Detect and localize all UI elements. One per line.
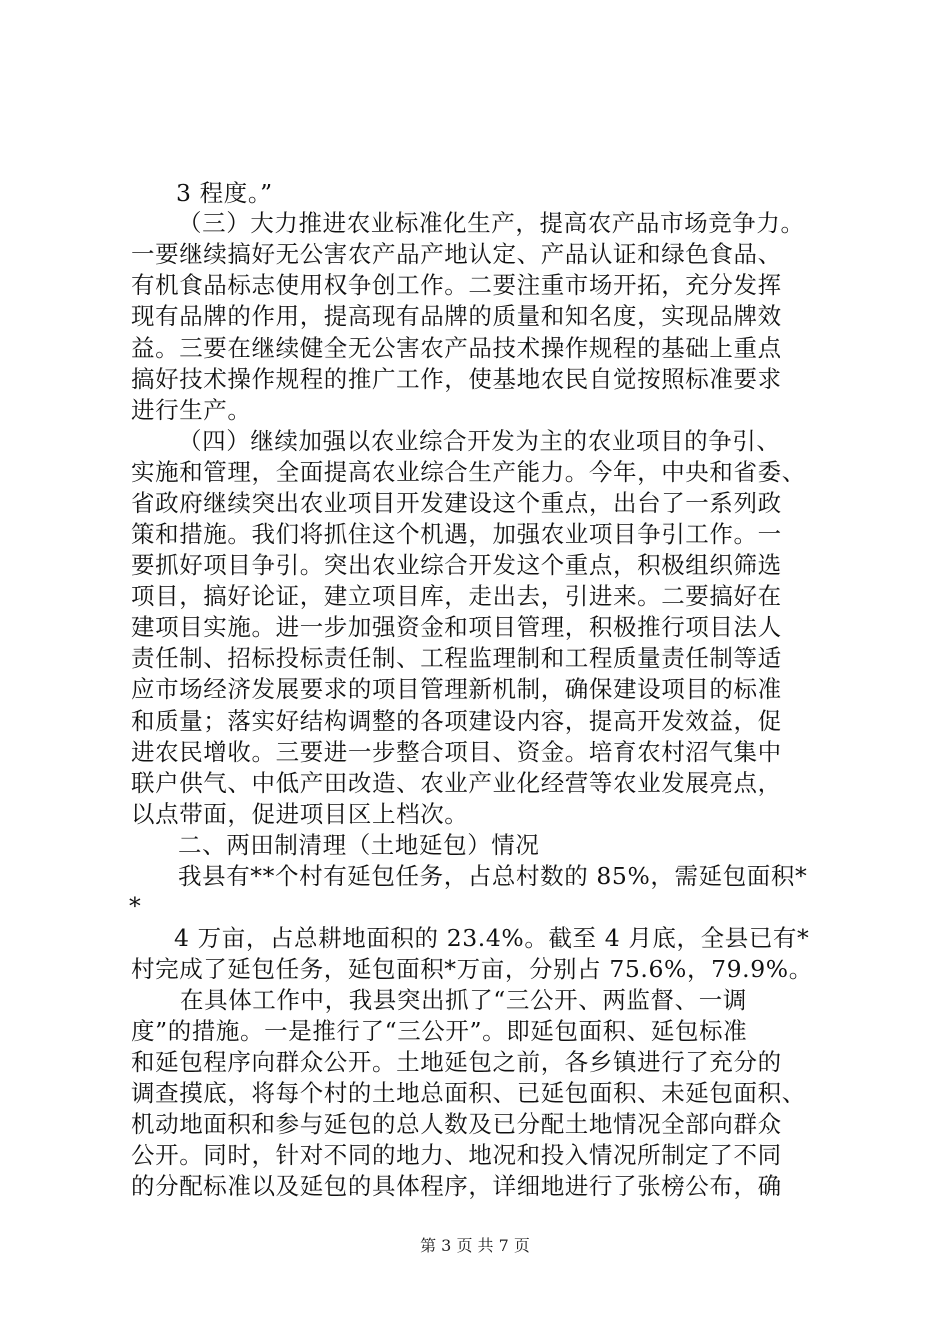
text-line: 搞好技术操作规程的推广工作，使基地农民自觉按照标准要求: [131, 365, 782, 393]
text-line: 以点带面，促进项目区上档次。: [131, 800, 469, 828]
text-line: 3 程度。”: [176, 179, 273, 207]
text-line: 应市场经济发展要求的项目管理新机制，确保建设项目的标准: [131, 675, 782, 703]
text-line: 和质量；落实好结构调整的各项建设内容，提高开发效益，促: [131, 707, 782, 735]
text-line: 建项目实施。进一步加强资金和项目管理，积极推行项目法人: [131, 613, 782, 641]
text-line: （四）继续加强以农业综合开发为主的农业项目的争引、: [178, 427, 781, 455]
text-line: *: [129, 892, 142, 920]
text-line: 和延包程序向群众公开。土地延包之前，各乡镇进行了充分的: [131, 1048, 782, 1076]
text-line: 现有品牌的作用，提高现有品牌的质量和知名度，实现品牌效: [131, 302, 782, 330]
text-line: 在具体工作中，我县突出抓了“三公开、两监督、一调: [180, 986, 747, 1014]
text-line: 联户供气、中低产田改造、农业产业化经营等农业发展亮点，: [131, 769, 782, 797]
text-line: 有机食品标志使用权争创工作。二要注重市场开拓，充分发挥: [131, 271, 782, 299]
text-line: 实施和管理，全面提高农业综合生产能力。今年，中央和省委、: [131, 458, 806, 486]
text-line: 调查摸底，将每个村的土地总面积、已延包面积、未延包面积、: [131, 1079, 806, 1107]
text-line: 益。三要在继续健全无公害农产品技术操作规程的基础上重点: [131, 334, 782, 362]
text-line: 策和措施。我们将抓住这个机遇，加强农业项目争引工作。一: [131, 520, 782, 548]
text-line: 村完成了延包任务，延包面积*万亩，分别占 75.6%，79.9%。: [131, 955, 813, 983]
text-line: 进农民增收。三要进一步整合项目、资金。培育农村沼气集中: [131, 738, 782, 766]
text-line: 进行生产。: [131, 396, 252, 424]
text-line: 公开。同时，针对不同的地力、地况和投入情况所制定了不同: [131, 1141, 782, 1169]
text-line: 度”的措施。一是推行了“三公开”。即延包面积、延包标准: [131, 1017, 748, 1045]
text-line: 机动地面积和参与延包的总人数及已分配土地情况全部向群众: [131, 1110, 782, 1138]
text-line: 4 万亩，占总耕地面积的 23.4%。截至 4 月底，全县已有*: [174, 924, 810, 952]
text-line: 的分配标准以及延包的具体程序，详细地进行了张榜公布，确: [131, 1172, 782, 1200]
text-line: 一要继续搞好无公害农产品产地认定、产品认证和绿色食品、: [131, 240, 782, 268]
section-heading: 二、两田制清理（土地延包）情况: [178, 831, 540, 859]
text-line: （三）大力推进农业标准化生产，提高农产品市场竞争力。: [178, 209, 805, 237]
text-line: 项目，搞好论证，建立项目库，走出去，引进来。二要搞好在: [131, 582, 782, 610]
text-line: 要抓好项目争引。突出农业综合开发这个重点，积极组织筛选: [131, 551, 782, 579]
text-line: 责任制、招标投标责任制、工程监理制和工程质量责任制等适: [131, 644, 782, 672]
text-line: 我县有**个村有延包任务，占总村数的 85%，需延包面积*: [178, 862, 808, 890]
page-footer: 第 3 页 共 7 页: [420, 1236, 530, 1255]
text-line: 省政府继续突出农业项目开发建设这个重点，出台了一系列政: [131, 489, 782, 517]
